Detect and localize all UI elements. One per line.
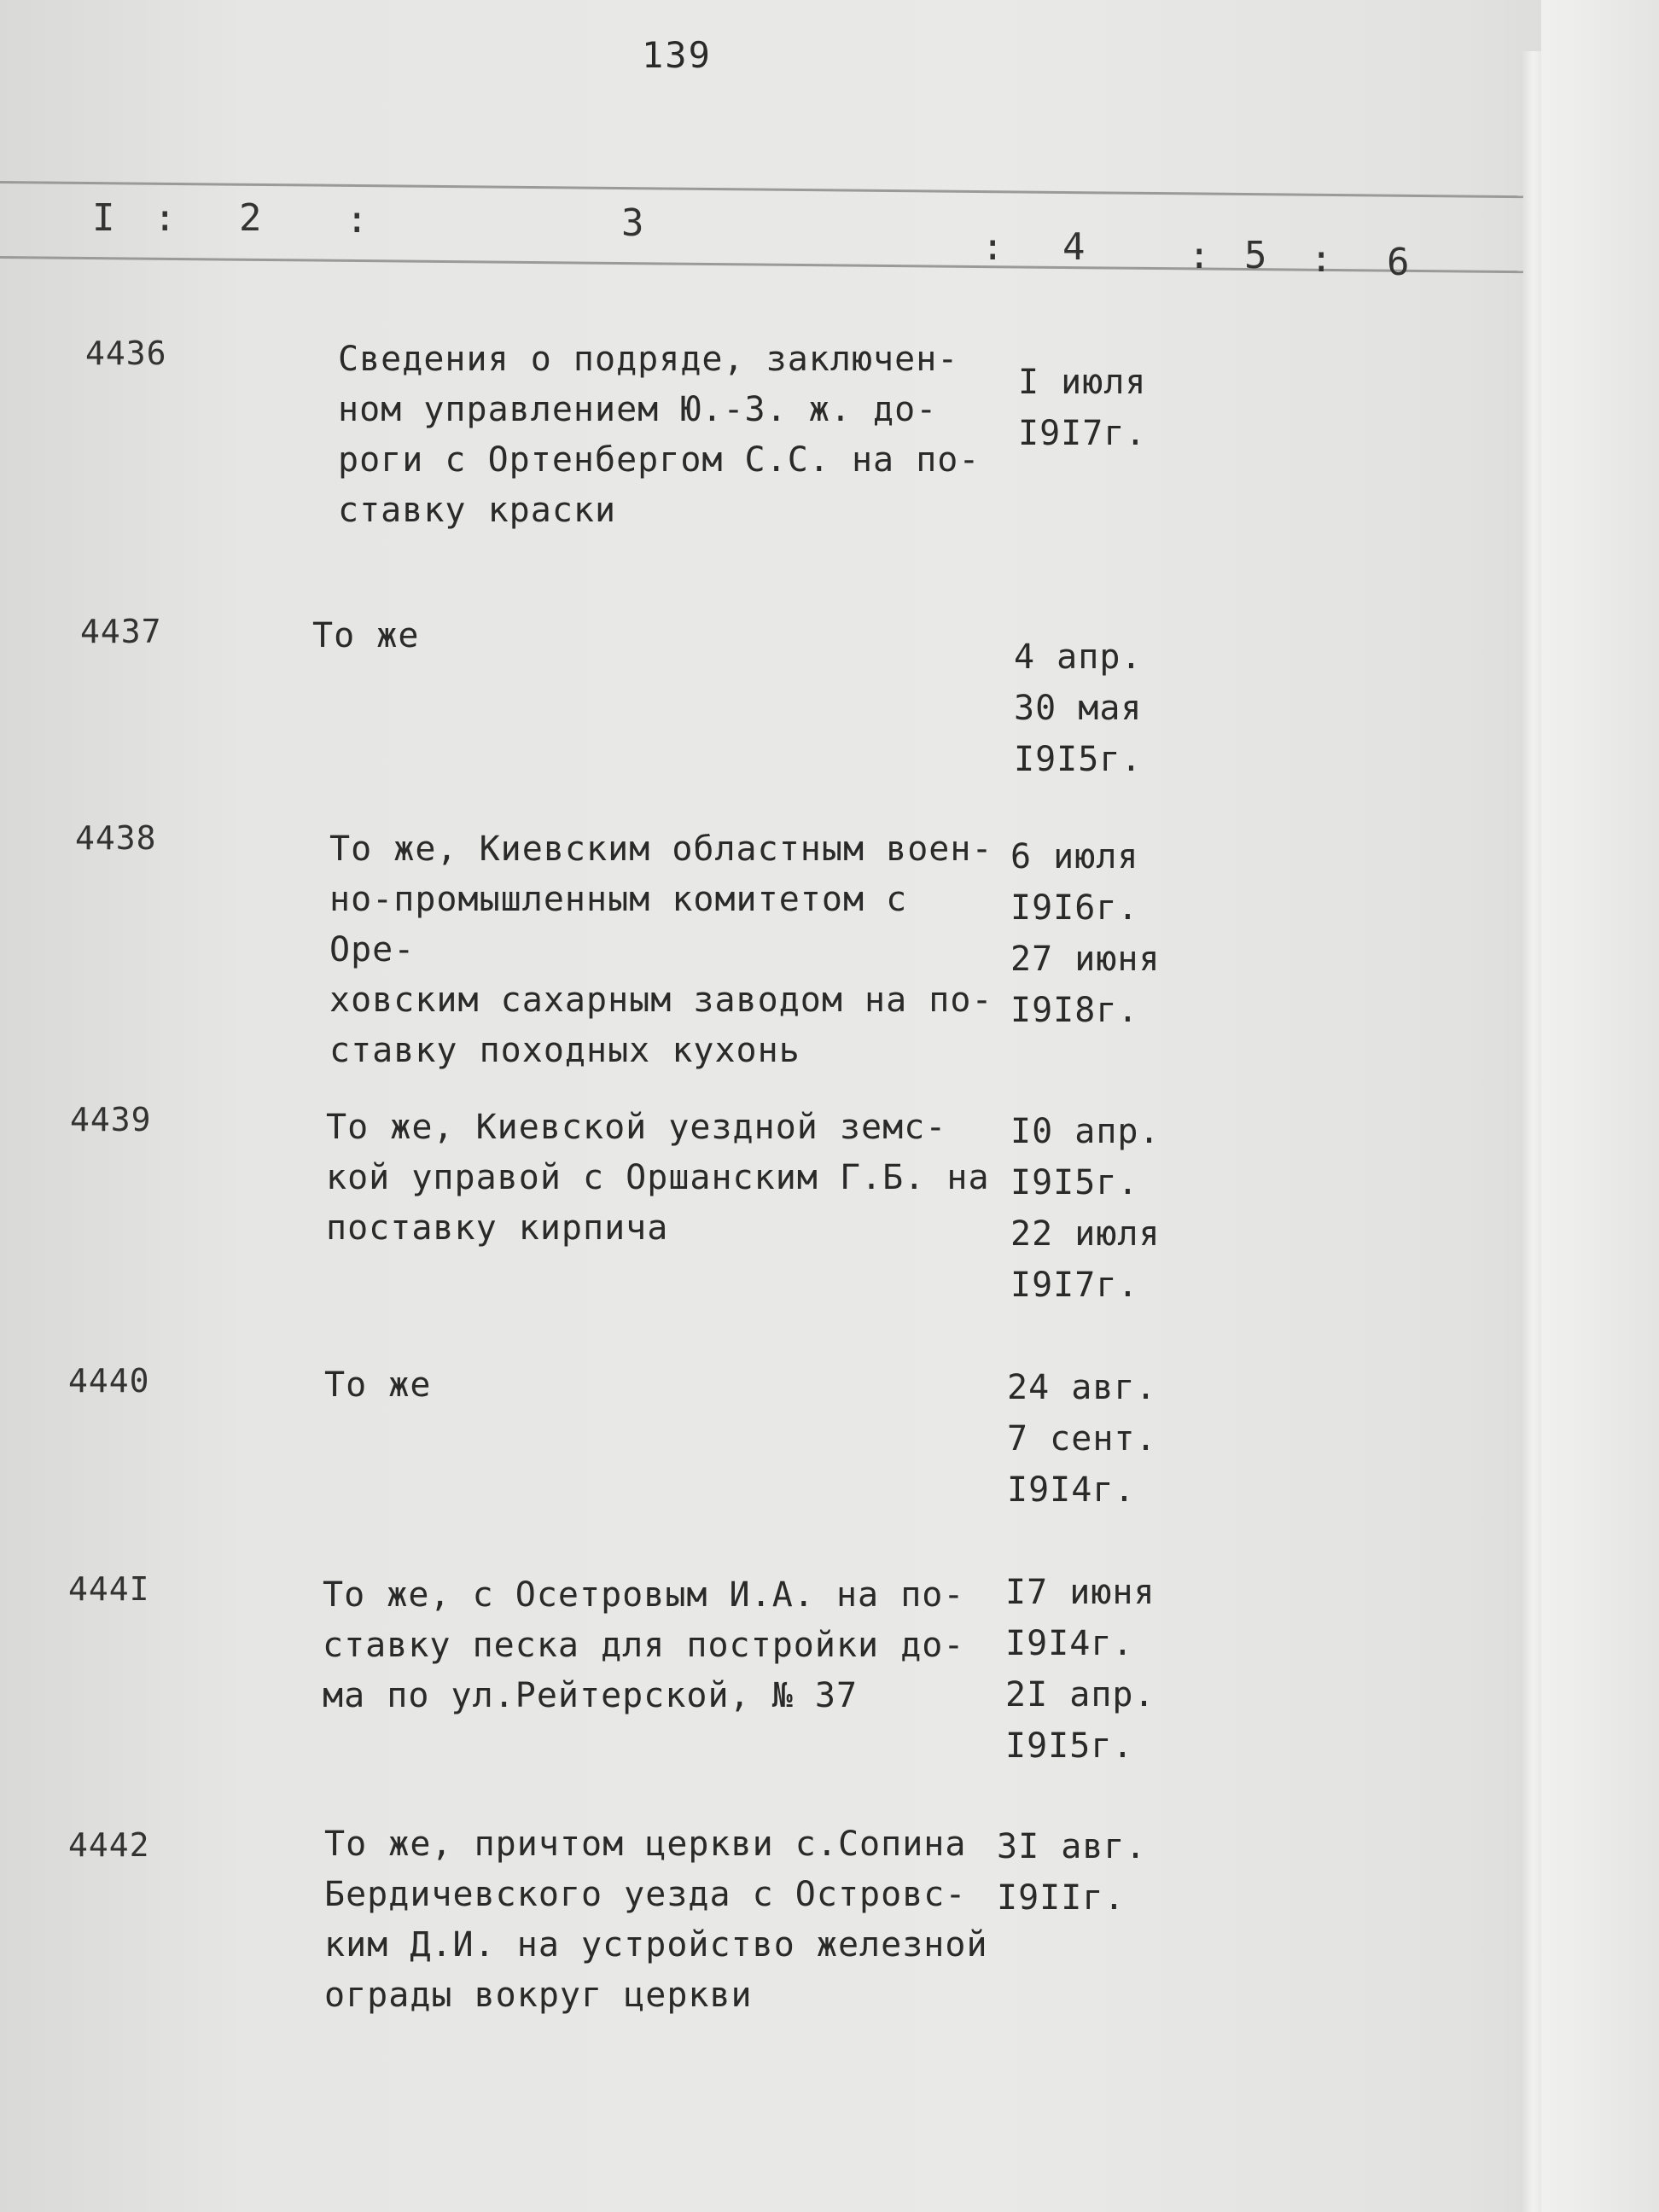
entry-dates: I0 апр. I9I5г. 22 июля I9I7г. (1010, 1112, 1161, 1305)
column-header-2: 2 (239, 196, 262, 240)
entry-description: Сведения о подряде, заключен- ном управлением Ю.-З. ж. до- роги с Ортенбергом С.С. на по- ставку краски (338, 340, 981, 530)
entry-dates: 4 апр. 30 мая I9I5г. (1014, 637, 1143, 779)
column-header-1: I (92, 196, 115, 240)
column-separator: : (346, 198, 369, 242)
header-rule-bottom (0, 256, 1523, 273)
header-rule-top (0, 181, 1523, 198)
entry-description: То же, Киевским областным воен- но-промышленным комитетом с Оре- ховским сахарным заводом на по- ставку походных кухонь (329, 830, 993, 1070)
entry-number: 444I (68, 1570, 150, 1608)
column-separator: : (1188, 234, 1211, 277)
column-header-3: 3 (621, 201, 644, 245)
entry-dates: 6 июля I9I6г. 27 июня I9I8г. (1010, 837, 1161, 1030)
page-number: 139 (642, 34, 712, 76)
column-header-6: 6 (1387, 241, 1410, 284)
entry-number: 4437 (80, 613, 162, 650)
entry-dates: 24 авг. 7 сент. I9I4г. (1007, 1368, 1157, 1510)
column-header-4: 4 (1062, 225, 1086, 269)
entry-description: То же, Киевской уездной земс- кой управой с Оршанским Г.Б. на поставку кирпича (326, 1108, 990, 1248)
entry-description: То же (312, 616, 420, 655)
entry-description: То же, причтом церкви с.Сопина Бердичевского уезда с Островс- ким Д.И. на устройство железной ограды вокруг церкви (324, 1825, 988, 2015)
column-separator: : (1310, 237, 1333, 281)
entry-number: 4438 (75, 819, 157, 857)
entry-description: То же, с Осетровым И.А. на по- ставку песка для постройки до- ма по ул.Рейтерской, № 37 (323, 1575, 965, 1715)
page-edge (1521, 51, 1541, 2212)
entry-number: 4436 (85, 335, 167, 372)
column-separator: : (154, 196, 177, 240)
entry-dates: I7 июня I9I4г. 2I апр. I9I5г. (1005, 1573, 1155, 1766)
entry-number: 4442 (68, 1826, 150, 1864)
entry-dates: I июля I9I7г. (1018, 363, 1147, 453)
entry-number: 4440 (68, 1362, 150, 1400)
column-separator: : (981, 225, 1004, 269)
entry-description: То же (324, 1365, 432, 1405)
page-edge-background (1541, 0, 1659, 2212)
column-header-5: 5 (1244, 234, 1267, 277)
entry-dates: 3I авг. I9IIг. (997, 1827, 1147, 1918)
entry-number: 4439 (70, 1101, 152, 1138)
